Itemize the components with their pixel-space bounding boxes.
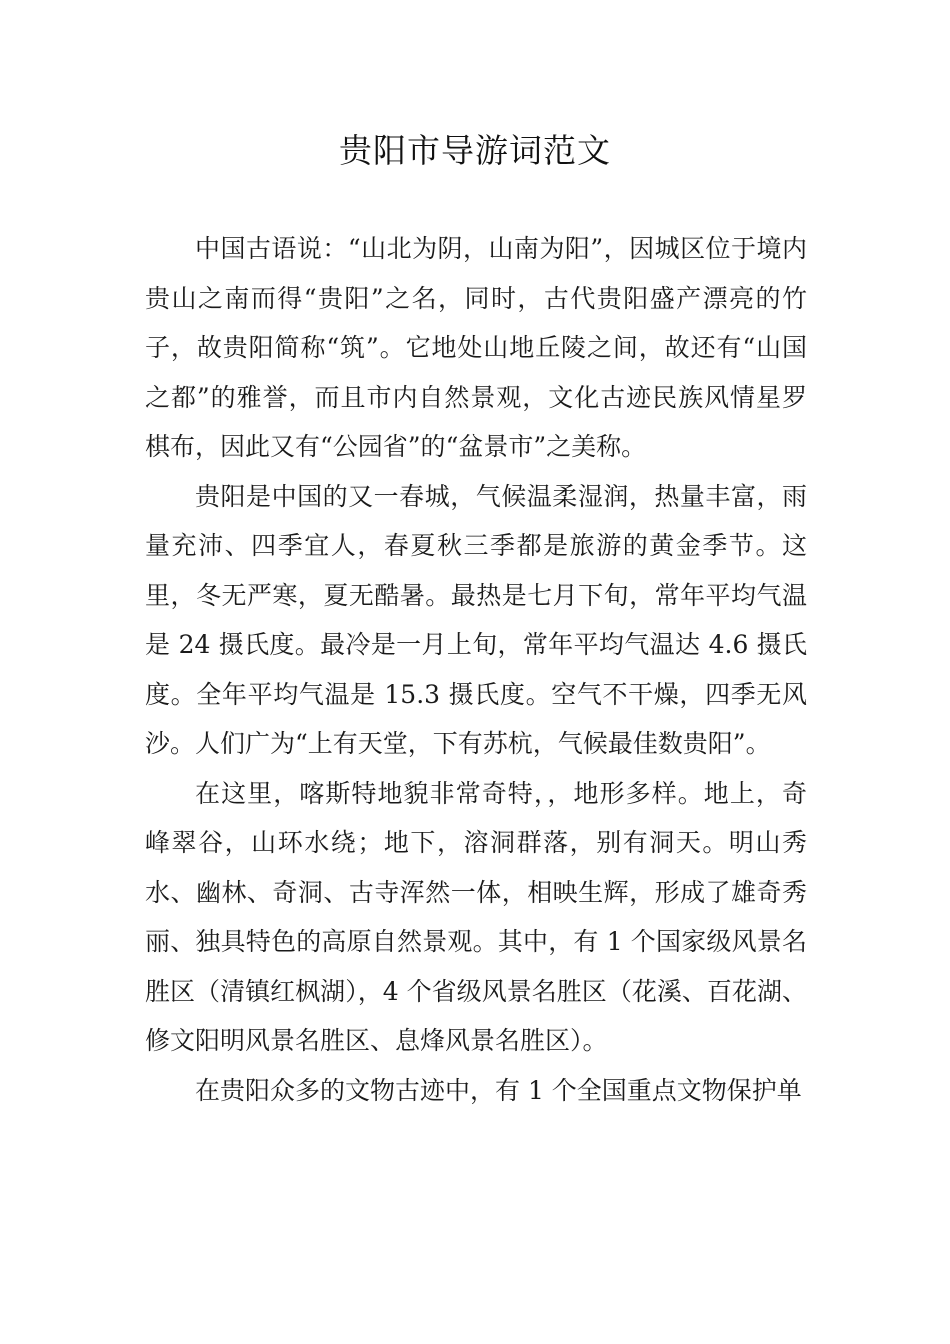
paragraph-3: 在这里，喀斯特地貌非常奇特，，地形多样。地上，奇峰翠谷，山环水绕；地下，溶洞群落，别有洞天。明山秀水、幽林、奇洞、古寺浑然一体，相映生辉，形成了雄奇秀丽、独具特色的高原自然景观。其中，有 1 个国家级风景名胜区（清镇红枫湖），4 个省级风景名胜区（花溪、百花湖、修文阳明风景名胜区、息烽风景名胜区）。 bbox=[145, 778, 807, 1055]
document-title: 贵阳市导游词范文 bbox=[339, 131, 611, 170]
paragraph-2: 贵阳是中国的又一春城，气候温柔湿润，热量丰富，雨量充沛、四季宜人，春夏秋三季都是旅游的黄金季节。这里，冬无严寒，夏无酷暑。最热是七月下旬，常年平均气温是 24 摄氏度。最冷是一月上旬，常年平均气温达 4.6 摄氏度。全年平均气温是 15.3 摄氏度。空气不干燥，四季无风沙。人们广为“上有天堂，下有苏杭，气候最佳数贵阳”。 bbox=[145, 481, 807, 758]
paragraph-4: 在贵阳众多的文物古迹中，有 1 个全国重点文物保护单 bbox=[195, 1075, 802, 1105]
document-body bbox=[145, 224, 807, 1115]
paragraph-1: 中国古语说：“山北为阴，山南为阳”，因城区位于境内贵山之南而得“贵阳”之名，同时，古代贵阳盛产漂亮的竹子，故贵阳简称“筑”。它地处山地丘陵之间，故还有“山国之都”的雅誉，而且市内自然景观，文化古迹民族风情星罗棋布，因此又有“公园省”的“盆景市”之美称。 bbox=[145, 234, 807, 461]
